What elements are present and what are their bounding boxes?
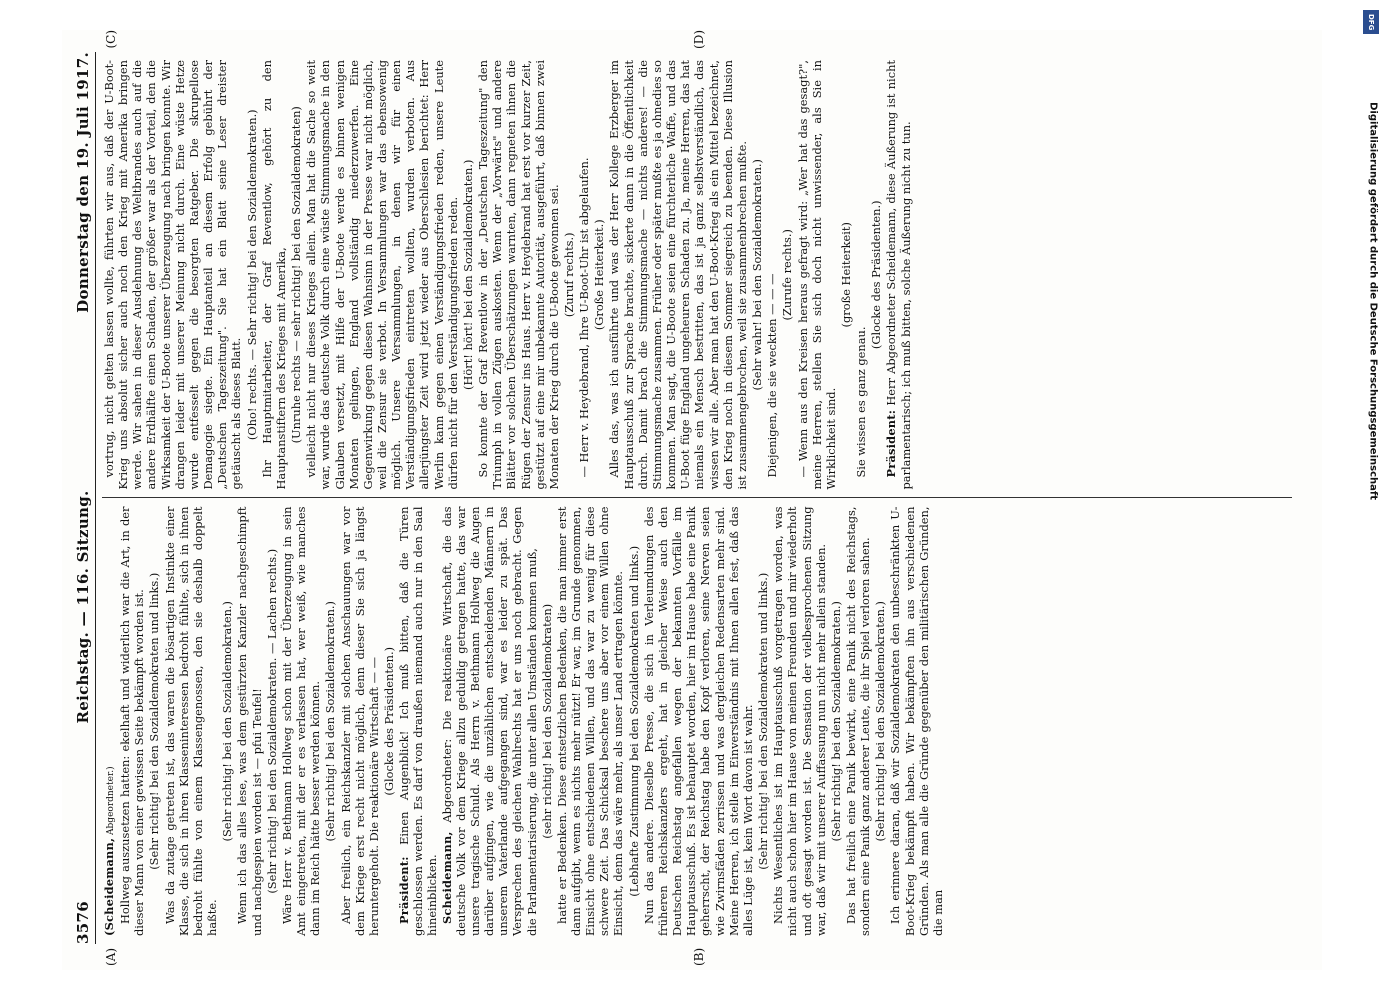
paragraph: So konnte der Graf Reventlow in der „Deutschen Tageszeitung" den Triumph in vollen Zügen auskosten. Wenn der „Vorwärts" und andere Blätter vor solchen Überschätzungen warnten, dann regneten ihnen die Rügen der Zensur ins Haus. Herr v. Heydebrand hat erst vor kurzer Zeit, gestützt auf eine mir unbekannte Autorität, ausgeführt, daß binnen zwei Monaten der Krieg durch die U-Boote gewonnen sei.: [475, 60, 561, 490]
paragraph: Sie wissen es ganz genau.: [853, 326, 868, 478]
paragraph: Aber freilich, ein Reichskanzler mit solchen Anschauungen war vor dem Kriege erst recht nicht möglich, denn dieser Sie sich ja längst heruntergeholt. Die reaktionäre Wirtschaft — —: [338, 506, 381, 936]
text-columns: [101, 30, 1292, 966]
paragraph: Hollweg auszusetzen hatten: ekelhaft und widerlich war die Art, in der dieser Mann von einer gewissen Seite bekämpft worden ist.: [117, 506, 146, 936]
speech-text: Einen Augenblick! Ich muß bitten, daß die Türen geschlossen werden. Es darf von draußen niemand auch nur in den Saal hineinblicken.: [396, 506, 439, 936]
interjection: (Oho! rechts. — Sehr richtig! bei den Sozialdemokraten.): [244, 109, 259, 441]
column-divider: [102, 498, 1292, 499]
interjection: (große Heiterkeit): [838, 222, 853, 328]
interjection: (Hört! hört! bei den Sozialdemokraten.): [460, 159, 475, 390]
interjection: (Sehr richtig! bei den Sozialdemokraten.): [872, 601, 887, 842]
page-header: [74, 52, 96, 944]
interjection: (Sehr richtig! bei den Sozialdemokraten und links.): [755, 572, 770, 870]
paragraph: vielleicht nicht nur dieses Krieges allein. Man hat die Sache so weit war, wurde das deutsche Volk durch eine wüste Stimmungsmache in den Glauben versetzt, mit Hilfe der U-Boote werde es binnen wenigen Monaten gelingen, England vollständig niederzuwerfen. Eine Gegenwirkung gegen diesen Wahnsinn in der Presse war nicht möglich, weil die Zensur sie verbot. In Versammlungen war das ebensowenig möglich. Unsere Versammlungen, in denen wir für einen Verständigungsfrieden eintreten wollten, wurden verboten. Aus allerjüngster Zeit wird jetzt wieder aus Oberschlesien berichtet: Herr Werlin kann gegen einen Verständigungsfrieden reden, unsere Leute dürfen nicht für den Verständigungsfrieden reden.: [303, 60, 460, 490]
paragraph: Wenn ich das alles lese, was dem gestürzten Kanzler nachgeschimpft und nachgespien worden ist — pfui Teufel!: [234, 506, 264, 936]
interjection: (Sehr richtig! bei den Sozialdemokraten und links.): [146, 572, 161, 870]
interjection: (Sehr richtig! bei den Sozialdemokraten. — Lachen rechts.): [264, 548, 279, 894]
paragraph: Nun das andere. Dieselbe Presse, die sich in Verleumdungen des früheren Reichskanzlers ergeht, hat in gleicher Weise auch den Deutschen Reichstag angefallen wegen der bekannten Vorfälle im Hauptausschuß. Es ist behauptet worden, hier im Hause habe eine Panik geherrscht, der Reichstag habe den Kopf verloren, seine Nerven seien wie Zwirnsfäden zerrissen und was dergleichen Redensarten mehr sind. Meine Herren, ich stelle im Einverständnis mit Ihnen allen fest, daß das alles Lüge ist, kein Wort davon ist wahr.: [641, 506, 755, 936]
interjection: (Sehr richtig! bei den Sozialdemokraten.): [219, 601, 234, 842]
paragraph: Diejenigen, die sie weckten — — —: [764, 273, 779, 478]
speech-text: Abgeordneter: Die reaktionäre Wirtschaft, die das deutsche Volk vor dem Kriege allzu geduldig getragen hatte, das war unsere tragische Schuld. Als Herrn v. Bethmann Hollweg die Augen darüber aufgingen, wie die unzählichen entscheidenden Männern in unserem Vaterlande aufgegangen sind, war es leider zu spät. Das Versprechen des gleichen Wahlrechts hat er uns noch gebracht. Gegen die Parlamentarisierung, die unter allen Umständen kommen muß,: [439, 506, 539, 936]
page-number: 3576: [73, 901, 92, 944]
speaker-name: (Scheidemann,: [101, 837, 116, 936]
paragraph: Wäre Herr v. Bethmann Hollweg schon mit der Überzeugung in sein Amt eingetreten, mit der er es verlassen hat, wer weiß, wie manches dann im Reich hätte besser werden können.: [279, 506, 322, 936]
speaker-paragraph: [397, 507, 439, 937]
interjection: (sehr richtig! bei den Sozialdemokraten): [539, 603, 554, 839]
speech-text: Herr Abgeordneter Scheidemann, diese Äußerung ist nicht parlamentarisch; ich muß bitten, solche Äußerung nicht zu tun.: [883, 60, 913, 490]
paragraph: — Wenn aus den Kreisen heraus gefragt wird: „Wer hat das gesagt?", meine Herren, stellen Sie sich doch nicht unwissender, als Sie in Wirklichkeit sind.: [795, 60, 838, 490]
paragraph: Ihr Hauptmitarbeiter, der Graf Reventlow, gehört zu den Hauptanstiftern des Krieges mit Amerika,: [259, 60, 288, 490]
interjection: (Glocke des Präsidenten.): [868, 200, 883, 350]
paragraph: — Herr v. Heydebrand, Ihre U-Boot-Uhr ist abgelaufen.: [576, 157, 591, 478]
dfg-logo: DFG: [1363, 10, 1379, 34]
interjection: (Große Heiterkeit.): [591, 219, 606, 331]
document-page: [62, 30, 1322, 970]
interjection: (Lebhafte Zustimmung bei den Sozialdemokraten und links.): [626, 545, 641, 897]
interjection: (Sehr richtig! bei den Sozialdemokraten.): [828, 601, 843, 842]
session-date: Donnerstag den 19. Juli 1917.: [73, 52, 92, 313]
interjection: (Zurufe rechts.): [779, 229, 794, 321]
speaker-paragraph: [439, 507, 538, 937]
speaker-paragraph: [102, 507, 118, 937]
paragraph: hatte er Bedenken. Diese entsetzlichen Bedenken, die man immer erst dann aufgibt, wenn es nichts mehr nützt! Er war, im Grunde genommen, Einsicht ohne entschiedenen Willen, und das war zu wenig für diese schwere Zeit. Das Schicksal beschere uns aber vor einem Willen ohne Einsicht, denn das wäre mehr, als unser Land ertragen könnte.: [554, 506, 625, 936]
interjection: (Unruhe rechts — sehr richtig! bei den Sozialdemokraten): [288, 106, 303, 444]
speech-text: Abgeordneter.): [105, 766, 116, 838]
interjection: (Glocke des Präsidenten.): [381, 646, 396, 796]
paragraph: Ich erinnere daran, daß wir Sozialdemokraten den unbeschränkten U-Boot-Krieg bekämpft haben. Wir bekämpften ihn aus verschiedenen Gründen. Als man alle die Gründe gegenüber den militärischen Gründen, die man: [887, 506, 945, 936]
paragraph: Das hat freilich eine Panik bewirkt, eine Panik nicht des Reichstags, sondern eine Panik ganz anderer Leute, die ihr Spiel verloren sahen.: [843, 506, 872, 936]
paragraph: Nichts Wesentliches ist im Hauptausschuß vorgetragen worden, was nicht auch schon hier im Hause von meinen Freunden und mir wiederholt und oft gesagt worden ist. Die Sensation der vielbesprochenen Sitzung war, daß wir mit unserer Auffassung nun nicht mehr allein standen.: [770, 506, 828, 936]
left-column: [102, 499, 1292, 945]
speaker-name: Präsident:: [396, 856, 411, 924]
session-title: Reichstag. — 116. Sitzung.: [73, 490, 92, 724]
digitization-note: Digitalisierung gefördert durch die Deutsche Forschungsgemeinschaft: [1367, 102, 1379, 500]
speaker-name: Scheidemann,: [439, 831, 454, 924]
marker-c: (C): [103, 30, 118, 49]
paragraph: Alles das, was ich ausführte und was der Herr Kollege Erzberger im Hauptausschuß zur Sprache brachte, sickerte dann in die Öffentlichkeit durch. Damit brach die Stimmungsmache — nichts anderes! — die Stimmungsmache zusammen. Früher oder später mußte es ja ohnedies so kommen. Man sagt, die U-Boote seien eine fürchterliche Waffe, und das U-Boot füge England ungeheuren Schaden zu. Ja, meine Herren, das hat niemals ein Mensch bestritten, das ist ja ganz selbstverständlich, das wissen wir alle. Aber man hat den U-Boot-Krieg als ein Mittel bezeichnet, den Krieg noch in diesem Sommer siegreich zu beenden. Diese Illusion ist zusammengebrochen, weil sie zusammenbrechen mußte.: [606, 60, 749, 490]
marker-b: (B): [691, 947, 706, 966]
marker-a: (A): [103, 947, 118, 966]
paragraph: Was da zutage getreten ist, das waren die bösartigen Instinkte einer Klasse, die sich in ihren Klasseninteressen bedroht fühlte, sich in ihnen bedroht fühlte von einem Klassengenossen, den sie deshalb doppelt haßte.: [162, 506, 219, 936]
right-column: [102, 52, 1292, 498]
marker-d: (D): [691, 30, 706, 49]
interjection: (Sehr richtig! bei den Sozialdemokraten.): [322, 601, 337, 842]
speaker-paragraph: [884, 60, 912, 490]
interjection: (Zuruf rechts.): [561, 232, 576, 318]
paragraph: vortrug, nicht gelten lassen wollte, führten wir aus, daß der U-Boot-Krieg uns absolut sicher auch noch den Krieg mit Amerika bringen werde. Wir sahen in dieser Ausdehnung des Weltbrandes auch auf die andere Erdhälfte einen Schaden, der größer war als der Vorteil, den die Wirksamkeit der U-Boote unserer Überzeugung nach bringen konnte. Wir drangen leider mit unserer Meinung nicht durch. Eine wüste Hetze wurde entfesselt gegen die besorgten Ratgeber. Die skrupellose Demagogie siegte. Ein Hauptanteil an diesem Erfolg gebührt der „Deutschen Tageszeitung". Sie hat ein Blatt seine Leser dreister getäuscht als dieses Blatt.: [101, 60, 243, 490]
interjection: (Sehr wahr! bei den Sozialdemokraten.): [749, 159, 764, 391]
speaker-name: Präsident:: [883, 409, 898, 478]
